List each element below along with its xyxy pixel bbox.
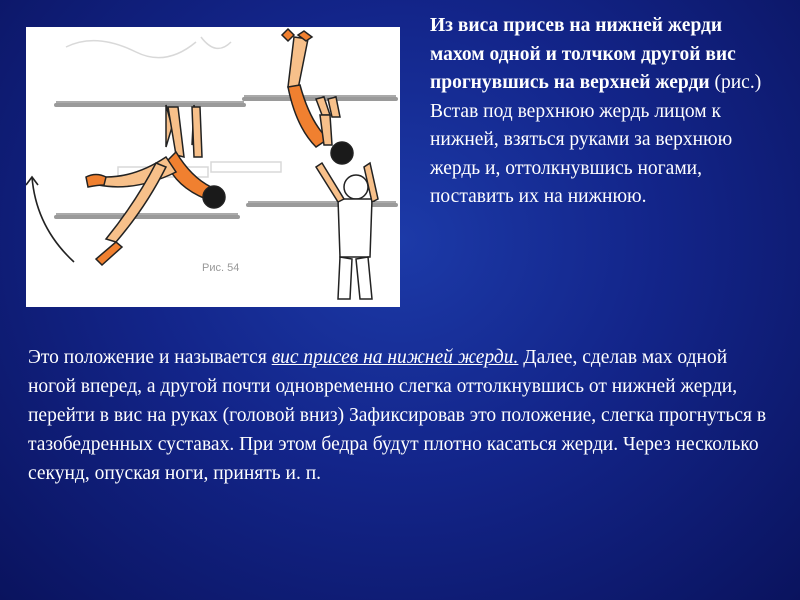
side-paragraph-rest: (рис.) Встав под верхнюю жердь лицом к нижней, взяться руками за верхнюю жердь и, оттолкнувшись ногами, поставить их на нижнюю.: [430, 72, 762, 207]
figure-caption: Рис. 54: [202, 262, 240, 274]
uneven-bars-drawing: [26, 27, 400, 307]
body-paragraph: [28, 343, 778, 488]
body-paragraph-term: вис присев на нижней жерди.: [271, 347, 519, 368]
body-paragraph-rest: Далее, сделав мах одной ногой вперед, а другой почти одновременно слегка оттолкнувшись от нижней жерди, перейти в вис на руках (головой вниз) Зафиксировав это положение, слегка прогнуться в тазобедренных суставах. При этом бедра будут плотно касаться жерди. Через несколько секунд, опуская ноги, принять и. п.: [28, 347, 767, 484]
gymnastics-illustration: [26, 27, 400, 307]
side-paragraph: [430, 12, 780, 212]
motion-arrow: [26, 177, 74, 262]
coach-figure: [316, 163, 378, 299]
side-paragraph-bold: Из виса присев на нижней жерди махом одной и толчком другой вис прогнувшись на верхней жерди: [430, 15, 736, 93]
body-paragraph-intro: Это положение и называется: [28, 347, 272, 368]
gymnast-left: [86, 105, 225, 265]
